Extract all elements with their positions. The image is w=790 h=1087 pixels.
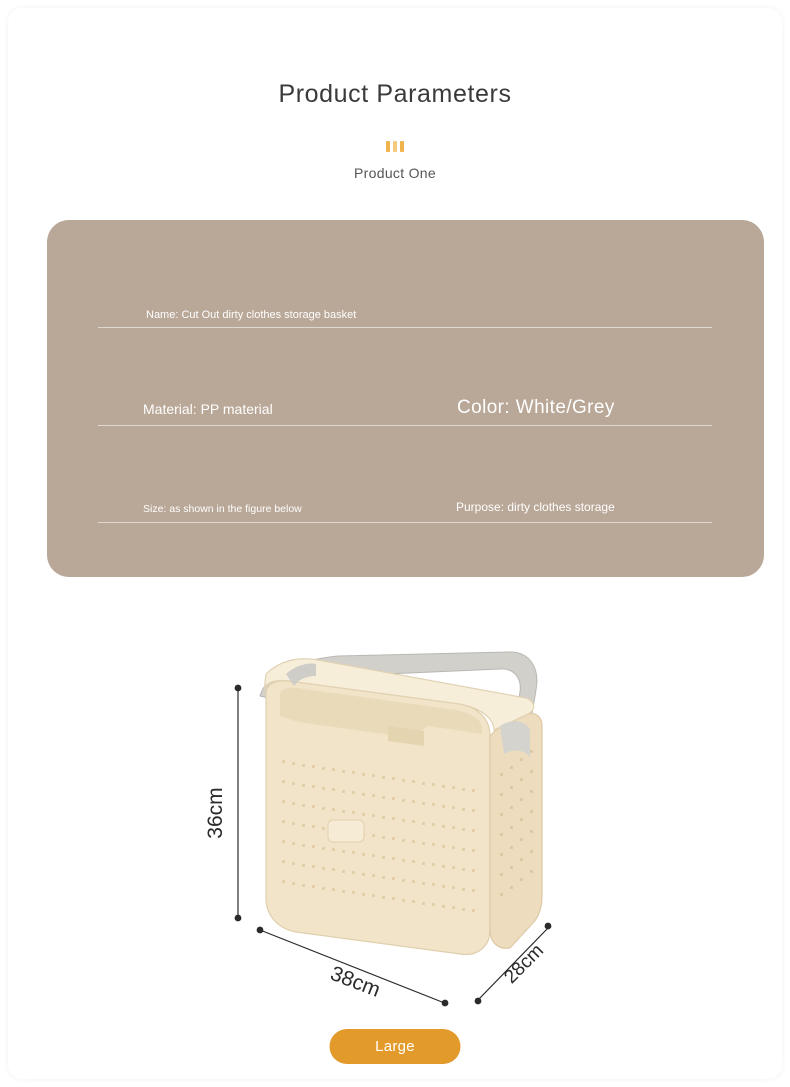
- parameter-material-value: Material: PP material: [143, 401, 273, 417]
- parameter-row-size-purpose: [98, 470, 712, 523]
- parameter-row-material-color: [98, 370, 712, 426]
- basket-label-plate: [328, 820, 364, 842]
- dimension-width-label: 38cm: [327, 961, 384, 1002]
- bar-2: [393, 141, 397, 152]
- page-title: Product Parameters: [278, 80, 512, 108]
- parameter-size-value: Size: as shown in the figure below: [143, 503, 302, 515]
- parameter-purpose-value: Purpose: dirty clothes storage: [456, 500, 615, 514]
- dimension-depth-label: 28cm: [500, 940, 548, 988]
- page-subtitle: Product One: [354, 165, 436, 181]
- dimension-height-label: 36cm: [204, 787, 227, 839]
- three-bars-icon: [8, 141, 782, 152]
- bar-3: [400, 141, 404, 152]
- laundry-basket-illustration: [8, 598, 782, 1018]
- parameter-row-name: [98, 281, 712, 328]
- product-image-area: [8, 598, 782, 1018]
- size-large-button[interactable]: Large: [330, 1029, 461, 1064]
- parameter-color-value: Color: White/Grey: [457, 397, 615, 418]
- parameters-panel: [47, 220, 764, 577]
- product-detail-page: [8, 8, 782, 1079]
- bar-1: [386, 141, 390, 152]
- parameter-name-value: Name: Cut Out dirty clothes storage basket: [146, 309, 357, 321]
